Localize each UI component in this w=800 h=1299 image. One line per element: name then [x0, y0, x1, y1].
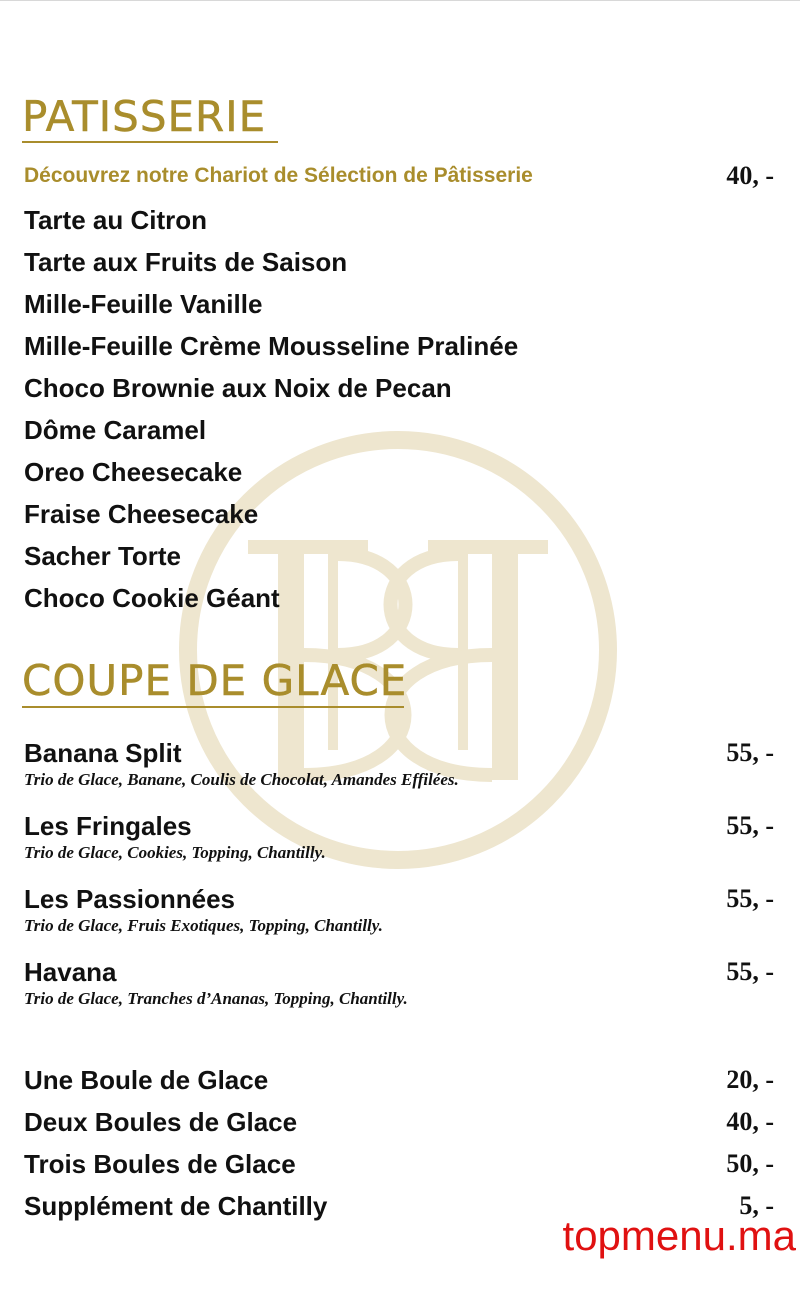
extra-item-price: 40, -	[726, 1107, 774, 1136]
menu-item-price: 55, -	[726, 738, 774, 767]
extra-item-name: Deux Boules de Glace	[24, 1107, 298, 1137]
brand-watermark-link[interactable]: topmenu.ma	[562, 1212, 796, 1259]
extra-item-price: 20, -	[726, 1065, 774, 1094]
patisserie-item-name: Tarte aux Fruits de Saison	[24, 247, 348, 277]
patisserie-item-name: Choco Brownie aux Noix de Pecan	[24, 373, 452, 403]
menu-item-description: Trio de Glace, Banane, Coulis de Chocolat, Amandes Effilées.	[24, 770, 459, 789]
extra-item-name: Une Boule de Glace	[24, 1065, 269, 1095]
patisserie-underline	[22, 141, 278, 143]
menu-item-name: Havana	[24, 957, 117, 987]
patisserie-item-name: Sacher Torte	[24, 541, 182, 571]
menu-item-name: Banana Split	[24, 738, 182, 768]
menu-item-name: Les Fringales	[24, 811, 192, 841]
menu-item-description: Trio de Glace, Fruis Exotiques, Topping, Chantilly.	[24, 916, 383, 935]
menu-item-price: 55, -	[726, 884, 774, 913]
featured-item-name: Découvrez notre Chariot de Sélection de Pâtisserie	[24, 164, 533, 187]
extra-item-price: 5, -	[739, 1191, 774, 1220]
coupe-underline	[22, 706, 404, 708]
extra-item-name: Trois Boules de Glace	[24, 1149, 296, 1179]
coupe-heading: COUPE DE GLACE	[22, 656, 408, 705]
patisserie-item-name: Tarte au Citron	[24, 205, 207, 235]
menu-item-name: Les Passionnées	[24, 884, 235, 914]
menu-item-price: 55, -	[726, 957, 774, 986]
menu-item-price: 55, -	[726, 811, 774, 840]
patisserie-item-name: Oreo Cheesecake	[24, 457, 243, 487]
menu-item-description: Trio de Glace, Cookies, Topping, Chantilly.	[24, 843, 326, 862]
patisserie-item-name: Choco Cookie Géant	[24, 583, 280, 613]
patisserie-item-name: Mille-Feuille Crème Mousseline Pralinée	[24, 331, 519, 361]
monogram-watermark-icon	[178, 430, 618, 870]
extra-item-name: Supplément de Chantilly	[24, 1191, 328, 1221]
patisserie-item-name: Dôme Caramel	[24, 415, 207, 445]
patisserie-item-name: Fraise Cheesecake	[24, 499, 259, 529]
patisserie-heading: PATISSERIE	[22, 92, 267, 141]
featured-item-price: 40, -	[726, 161, 774, 190]
patisserie-item-name: Mille-Feuille Vanille	[24, 289, 263, 319]
top-divider	[0, 0, 800, 1]
menu-item-description: Trio de Glace, Tranches d’Ananas, Topping, Chantilly.	[24, 989, 408, 1008]
extra-item-price: 50, -	[726, 1149, 774, 1178]
